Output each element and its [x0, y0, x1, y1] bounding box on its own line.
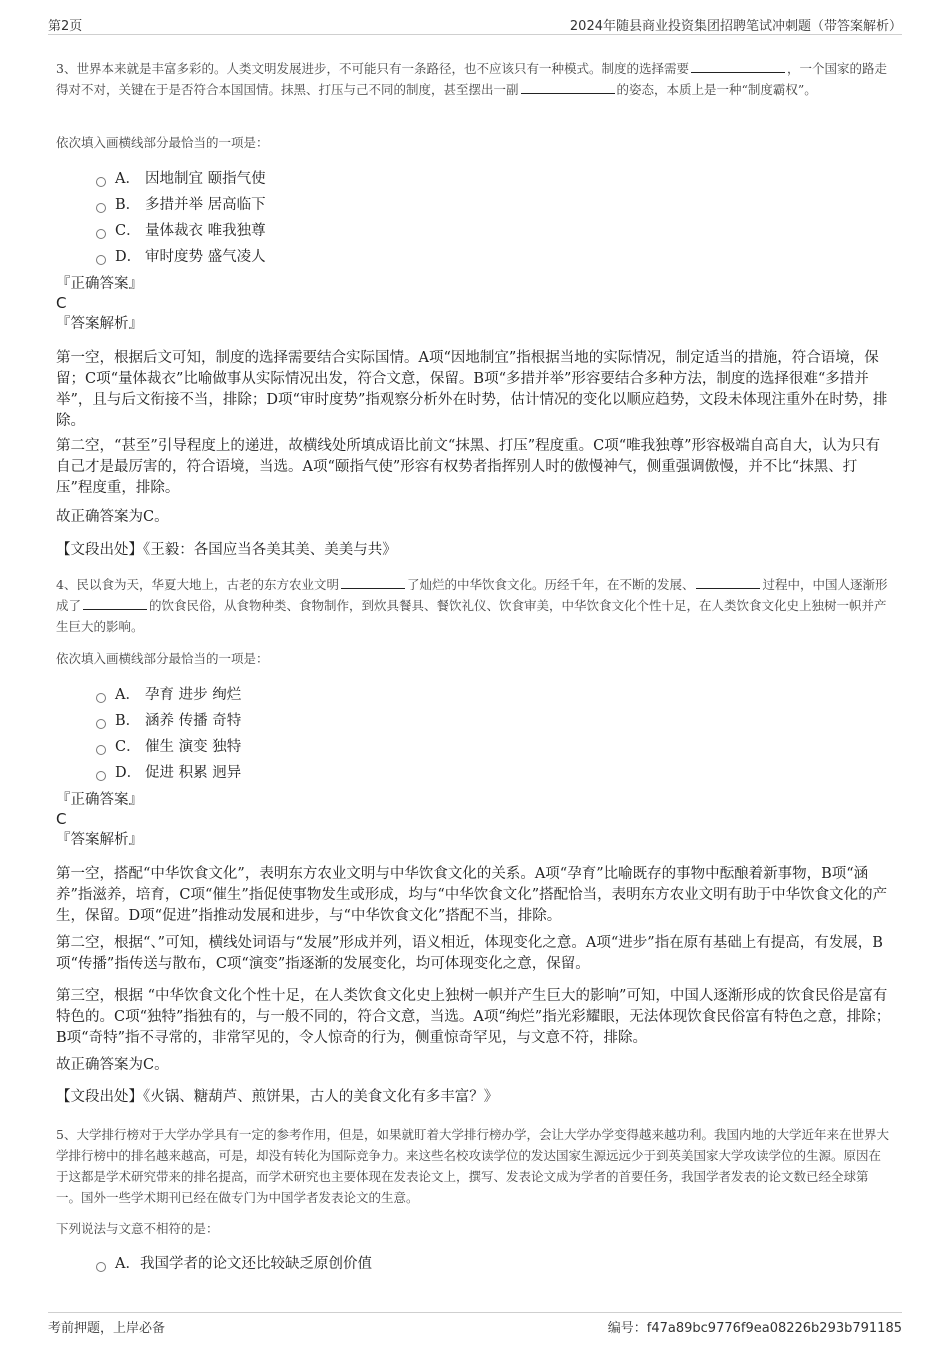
question-4-text: 4、民以食为天，华夏大地上，古老的东方农业文明 了灿烂的中华饮食文化。历经千年，在不断的发展、 过程中，中国人逐渐形成了 的饮食民俗，从食物种类、食物制作，到炊具餐具、餐饮礼仪、饮食审美，中华饮食文化个性十足，在人类饮食文化史上独树一帜并产生巨大的影响。	[56, 574, 892, 637]
radio-icon[interactable]	[96, 177, 106, 187]
correct-answer-value: C	[56, 294, 67, 312]
radio-icon[interactable]	[96, 771, 106, 781]
question-3-options	[96, 166, 266, 270]
correct-answer-label: 『正确答案』	[56, 792, 143, 808]
radio-icon[interactable]	[96, 203, 106, 213]
source-citation: 【文段出处】《王毅：各国应当各美其美、美美与共》	[56, 542, 397, 558]
answer-blank	[696, 574, 760, 589]
answer-conclusion: 故正确答案为C。	[56, 509, 169, 525]
option-c[interactable]: C． 催生 演变 独特	[96, 734, 241, 760]
radio-icon[interactable]	[96, 745, 106, 755]
option-b[interactable]: B． 多措并举 居高临下	[96, 192, 266, 218]
option-d[interactable]: D． 审时度势 盛气凌人	[96, 244, 266, 270]
analysis-paragraph: 第二空，“甚至”引导程度上的递进，故横线处所填成语比前文“抹黑、打压”程度重。C项“唯我独尊”形容极端自高自大，认为只有自己才是最厉害的，符合语境，当选。A项“颐指气使”形容有权势者指挥别人时的傲慢神气，侧重强调傲慢，并不比“抹黑、打压”程度重，排除。	[56, 438, 881, 496]
correct-answer-label: 『正确答案』	[56, 276, 143, 292]
analysis-label: 『答案解析』	[56, 832, 143, 848]
question-4-prompt: 依次填入画横线部分最恰当的一项是：	[56, 651, 269, 666]
option-d[interactable]: D． 促进 积累 迥异	[96, 760, 241, 786]
page-number: 第2页	[48, 19, 83, 34]
radio-icon[interactable]	[96, 1262, 106, 1272]
option-a[interactable]: A． 孕育 进步 绚烂	[96, 682, 241, 708]
question-5-text: 5、大学排行榜对于大学办学具有一定的参考作用，但是，如果就盯着大学排行榜办学，会让大学办学变得越来越功利。我国内地的大学近年来在世界大学排行榜中的排名越来越高，可是，却没有转化为国际竞争力。来这些名校攻读学位的发达国家生源远远少于到英美国家大学攻读学位的生源。原因在于这都是学术研究带来的排名提高，而学术研究也主要体现在发表论文上，撰写、发表论文成为学者的首要任务，我国学者发表的论文数已经全球第一。国外一些学术期刊已经在做专门为中国学者发表论文的生意。	[56, 1127, 889, 1205]
answer-blank	[341, 574, 405, 589]
question-5-options	[96, 1251, 372, 1277]
page-footer	[48, 1312, 902, 1337]
document-title: 2024年随县商业投资集团招聘笔试冲刺题（带答案解析）	[569, 19, 902, 34]
analysis-paragraph: 第一空，根据后文可知，制度的选择需要结合实际国情。A项“因地制宜”指根据当地的实际情况，制定适当的措施，符合语境，保留；C项“量体裁衣”比喻做事从实际情况出发，符合文意，保留。B项“多措并举”形容要结合多种方法，制度的选择很难“多措并举”，且与后文衔接不当，排除；D项“审时度势”指观察分析外在时势，估计情况的变化以顺应趋势，文段未体现注重外在时势，排除。	[56, 350, 888, 429]
source-citation: 【文段出处】《火锅、糖葫芦、煎饼果，古人的美食文化有多丰富？》	[56, 1089, 499, 1105]
analysis-paragraph: 第二空，根据“、”可知，横线处词语与“发展”形成并列，语义相近，体现变化之意。A项“进步”指在原有基础上有提高，有发展，B项“传播”指传送与散布，C项“演变”指逐渐的发展变化，均可体现变化之意，保留。	[56, 935, 883, 972]
radio-icon[interactable]	[96, 255, 106, 265]
answer-conclusion: 故正确答案为C。	[56, 1057, 169, 1073]
radio-icon[interactable]	[96, 693, 106, 703]
option-c[interactable]: C． 量体裁衣 唯我独尊	[96, 218, 266, 244]
radio-icon[interactable]	[96, 229, 106, 239]
option-a[interactable]: A． 因地制宜 颐指气使	[96, 166, 266, 192]
question-5-prompt: 下列说法与文意不相符的是：	[56, 1221, 219, 1236]
answer-blank	[521, 79, 615, 94]
radio-icon[interactable]	[96, 719, 106, 729]
analysis-label: 『答案解析』	[56, 316, 143, 332]
footer-slogan: 考前押题，上岸必备	[48, 1321, 166, 1336]
answer-blank	[691, 58, 785, 73]
page-header	[48, 12, 902, 35]
option-a[interactable]: A． 我国学者的论文还比较缺乏原创价值	[96, 1251, 372, 1277]
question-3-text: 3、世界本来就是丰富多彩的。人类文明发展进步，不可能只有一条路径，也不应该只有一种模式。制度的选择需要 ，一个国家的路走得对不对，关键在于是否符合本国国情。抹黑、打压与己不同的制度，甚至摆出一副 的姿态，本质上是一种“制度霸权”。	[56, 58, 892, 100]
document-code: 编号：f47a89bc9776f9ea08226b293b791185	[607, 1321, 902, 1336]
correct-answer-value: C	[56, 810, 67, 828]
option-b[interactable]: B． 涵养 传播 奇特	[96, 708, 241, 734]
analysis-paragraph: 第三空，根据 “中华饮食文化个性十足，在人类饮食文化史上独树一帜并产生巨大的影响”可知，中国人逐渐形成的饮食民俗是富有特色的。C项“独特”指独有的，与一般不同的，符合文意，当选。A项“绚烂”指光彩耀眼，无法体现饮食民俗富有特色之意，排除；B项“奇特”指不寻常的，非常罕见的，令人惊奇的行为，侧重惊奇罕见，与文意不符，排除。	[56, 988, 891, 1046]
question-3-prompt: 依次填入画横线部分最恰当的一项是：	[56, 135, 269, 150]
answer-blank	[83, 595, 147, 610]
question-4-options	[96, 682, 241, 786]
analysis-paragraph: 第一空，搭配“中华饮食文化”，表明东方农业文明与中华饮食文化的关系。A项“孕育”比喻既存的事物中酝酿着新事物，B项“涵养”指滋养，培育，C项“催生”指促使事物发生或形成，均与“中华饮食文化”搭配恰当，表明东方农业文明有助于中华饮食文化的产生，保留。D项“促进”指推动发展和进步，与“中华饮食文化”搭配不当，排除。	[56, 866, 888, 924]
